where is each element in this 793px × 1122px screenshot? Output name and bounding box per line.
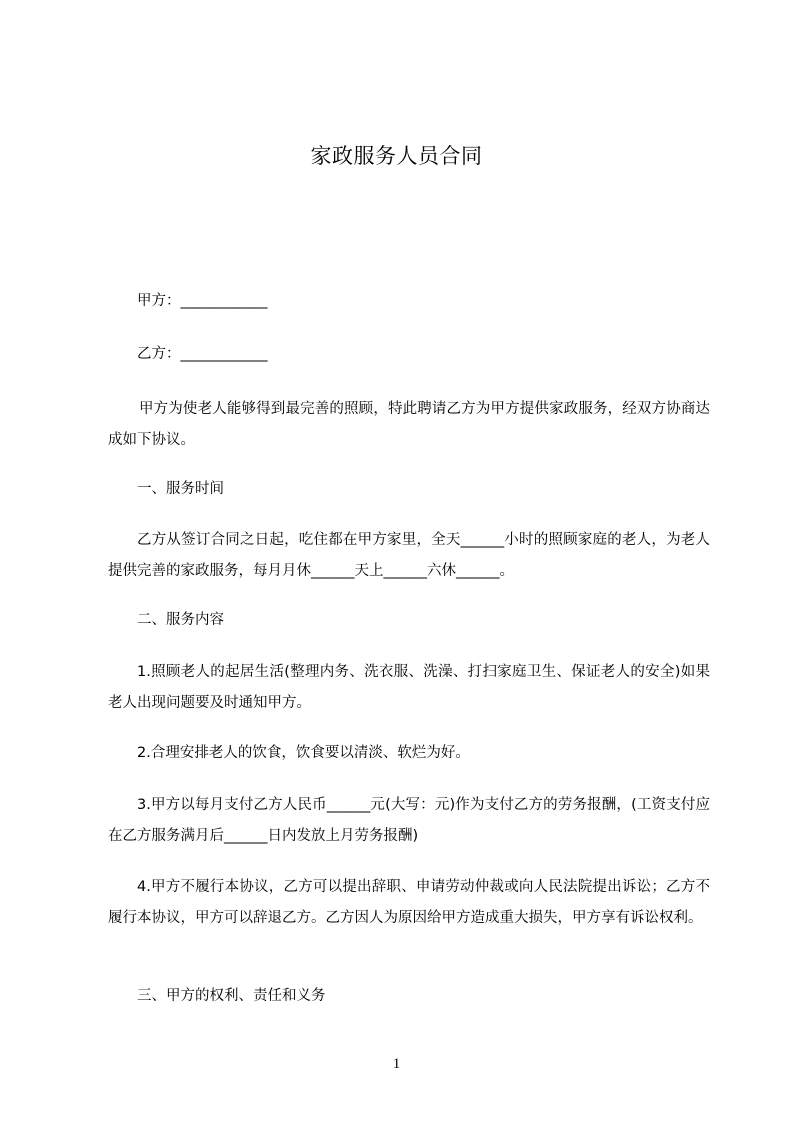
page-number: 1 — [392, 1056, 401, 1072]
section-heading-service-content: 二、服务内容 — [137, 612, 224, 628]
party-b-line: 乙方：____________ — [137, 346, 268, 362]
party-a-line: 甲方：____________ — [137, 293, 268, 309]
document-title: 家政服务人员合同 — [310, 144, 483, 168]
service-item-3: 3.甲方以每月支付乙方人民币______元(大写：元)作为支付乙方的劳务报酬，(工资支付应在乙方服务满月后______日内发放上月劳务报酬) — [108, 797, 710, 844]
service-item-4: 4.甲方不履行本协议，乙方可以提出辞职、申请劳动仲裁或向人民法院提出诉讼；乙方不履行本协议，甲方可以辞退乙方。乙方因人为原因给甲方造成重大损失，甲方享有诉讼权利。 — [108, 879, 710, 926]
section-heading-party-a-rights: 三、甲方的权利、责任和义务 — [137, 988, 326, 1004]
service-item-2: 2.合理安排老人的饮食，饮食要以清淡、软烂为好。 — [137, 745, 470, 761]
intro-paragraph: 甲方为使老人能够得到最完善的照顾，特此聘请乙方为甲方提供家政服务，经双方协商达成如下协议。 — [108, 401, 710, 448]
service-item-1: 1.照顾老人的起居生活(整理内务、洗衣服、洗澡、打扫家庭卫生、保证老人的安全)如果老人出现问题要及时通知甲方。 — [108, 664, 710, 711]
section-heading-service-time: 一、服务时间 — [137, 481, 224, 497]
service-time-paragraph: 乙方从签订合同之日起，吃住都在甲方家里，全天______小时的照顾家庭的老人，为老人提供完善的家政服务，每月月休______天上______六休______。 — [108, 532, 710, 579]
